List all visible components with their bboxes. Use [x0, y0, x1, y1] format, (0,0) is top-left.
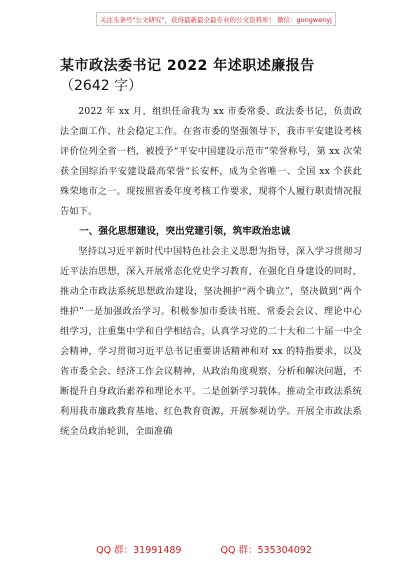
section-1-paragraph: 坚持以习近平新时代中国特色社会主义思想为指导，深入学习贯彻习近平法治思想，深入开展常态化党史学习教育，在强化自身建设的同时，推动全市政法系统思想政治建设，坚决拥护“两个确立”，坚决做到“两个维护”一是加强政治学习。积极参加市委读书班、常委会会议、理论中心组学习，注重集中学和自学相结合，认真学习党的二十大和二十届一中全会精神，学习贯彻习近平总书记重要讲话精神和对 xx 的特指要求，以及省市委全会、经济工作会议精神，从政治角度观察、分析和解决问题，不断提升自身政治素养和理论水平。二是创新学习载体。推动全市政法系统利用我市廉政教育基地、红色教育资源，开展参观访学。开展全市政法系统全员政治轮训，全面准确: [60, 246, 362, 437]
header-banner: 关注头条号"公文研究"，获得最新最全最专业的公文资料库！ 微信：gongwenyj: [96, 12, 336, 26]
intro-paragraph: 2022 年 xx 月，组织任命我为 xx 市委常委、政法委书记，负责政法全面工作、社会稳定工作。在省市委的坚强领导下，我市平安建设考核评价位列全省一档，被授予“平安中国建设示范市”荣誉称号，第 xx 次荣获全国综治平安建设最高荣誉“长安杯，成为全省唯一、全国 xx 个获此殊荣地市之一。现按照省委年度考核工作要求，现将个人履行职责情况报告如下。: [60, 106, 362, 217]
section-1-heading: 一、强化思想建设，突出党建引领，筑牢政治忠诚: [79, 226, 291, 237]
document-title: 某市政法委书记 2022 年述职述廉报告: [60, 58, 315, 74]
document-body: [60, 56, 362, 442]
document-word-count: （2642 字）: [60, 78, 143, 94]
footer-qq-group-1: QQ 群：31991489: [96, 545, 182, 556]
footer-qq-group-2: QQ 群：535304092: [220, 545, 312, 556]
footer-contact: [0, 542, 408, 556]
